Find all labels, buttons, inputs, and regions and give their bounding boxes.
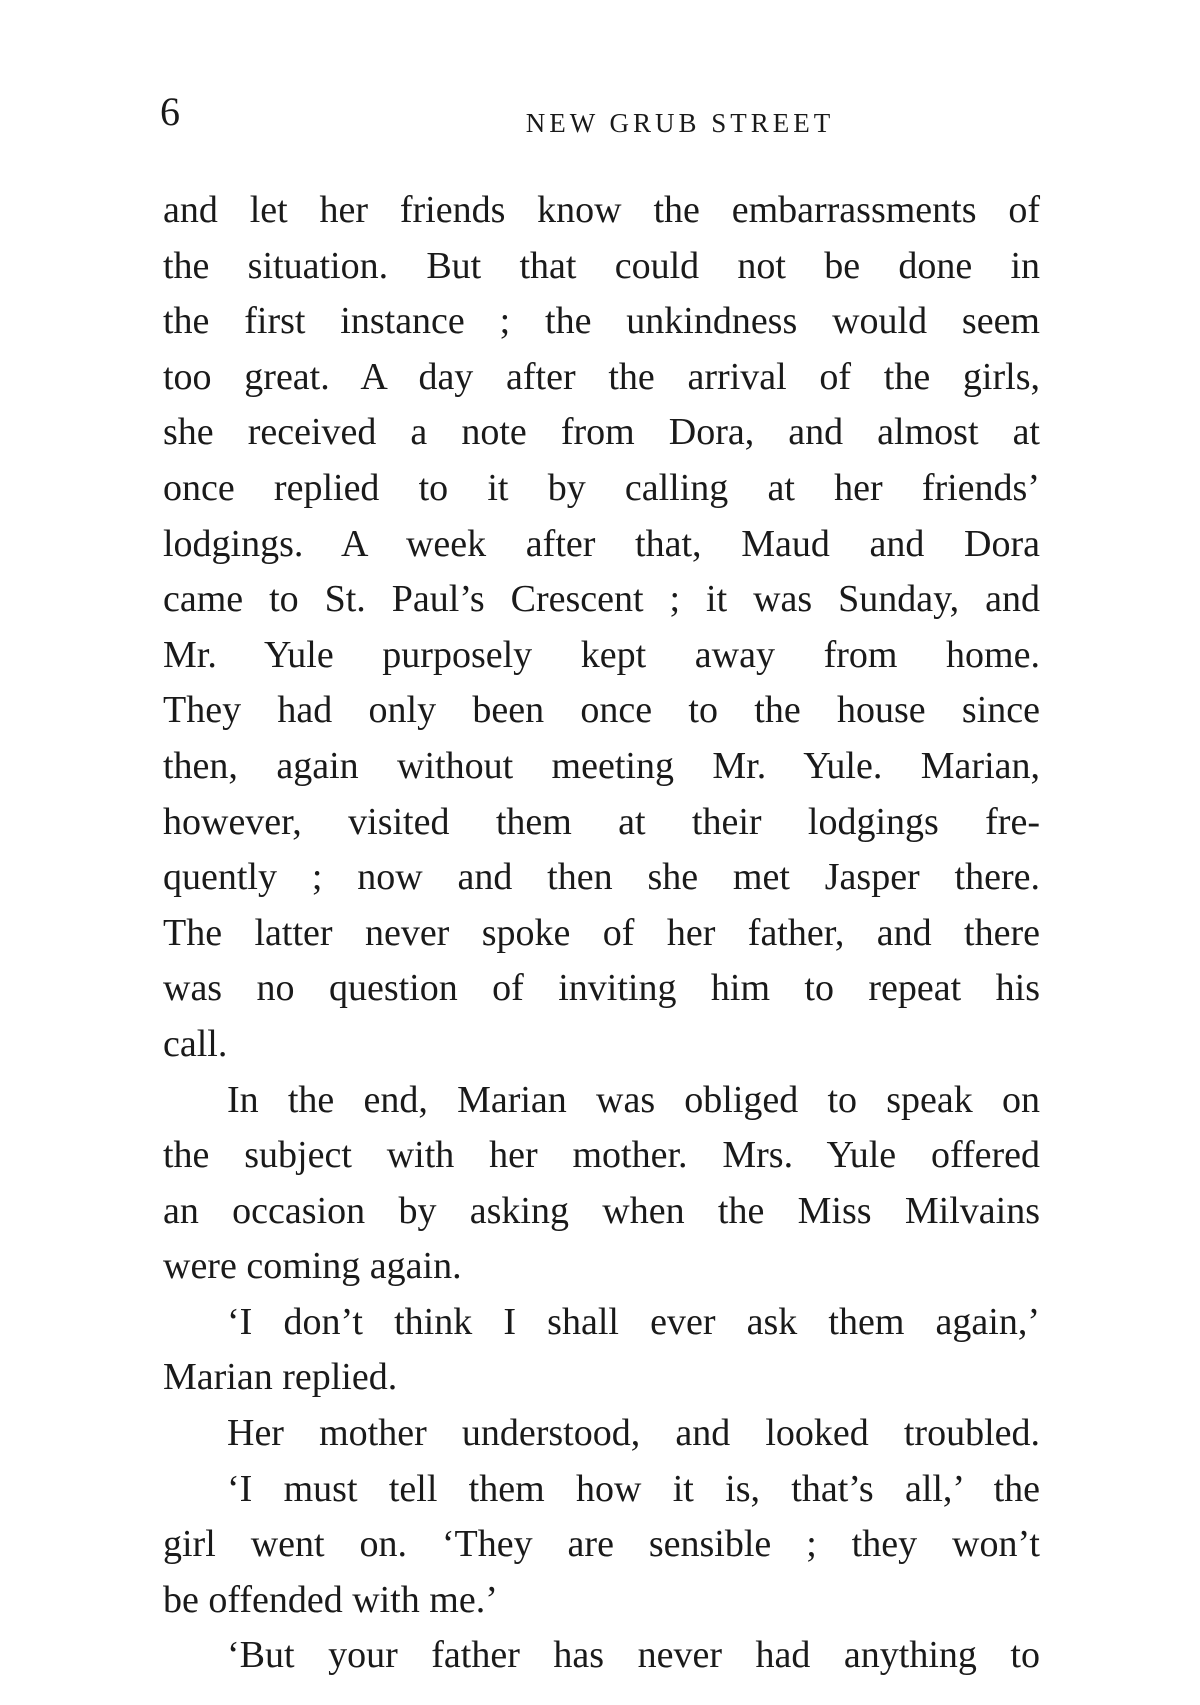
text-line: ‘I must tell them how it is, that’s all,’ the [227, 1467, 1040, 1510]
page-number: 6 [160, 89, 180, 134]
text-line: ‘I don’t think I shall ever ask them again,’ [227, 1300, 1040, 1343]
text-line: call. [163, 1022, 228, 1065]
text-line: Mr. Yule purposely kept away from home. [163, 633, 1040, 676]
body-text [163, 183, 1040, 1684]
text-line: girl went on. ‘They are sensible ; they won’t [163, 1523, 1040, 1566]
text-line: the first instance ; the unkindness would seem [163, 300, 1040, 343]
text-line: too great. A day after the arrival of the girls, [163, 355, 1040, 398]
text-line: came to St. Paul’s Crescent ; it was Sunday, and [163, 578, 1040, 621]
text-line: and let her friends know the embarrassments of [163, 189, 1040, 231]
text-line: be offended with me.’ [163, 1578, 498, 1621]
text-line: The latter never spoke of her father, and there [163, 911, 1040, 954]
text-line: lodgings. A week after that, Maud and Dora [163, 522, 1040, 565]
text-line: once replied to it by calling at her friends’ [163, 466, 1040, 509]
text-line: the subject with her mother. Mrs. Yule offered [163, 1134, 1040, 1177]
text-line: quently ; now and then she met Jasper there. [163, 856, 1040, 899]
text-line: Her mother understood, and looked troubled. [227, 1412, 1040, 1455]
text-line: Marian replied. [163, 1356, 398, 1399]
text-line: ‘But your father has never had anything to [227, 1634, 1040, 1677]
text-line: an occasion by asking when the Miss Milvains [163, 1189, 1040, 1232]
text-line: however, visited them at their lodgings fre- [163, 800, 1040, 843]
text-line: was no question of inviting him to repeat his [163, 967, 1040, 1010]
text-line: then, again without meeting Mr. Yule. Marian, [163, 744, 1040, 787]
text-line: They had only been once to the house since [163, 689, 1040, 732]
text-line: the situation. But that could not be done in [163, 244, 1040, 287]
text-line: she received a note from Dora, and almost at [163, 411, 1040, 454]
running-head: NEW GRUB STREET [525, 108, 835, 138]
text-line: In the end, Marian was obliged to speak on [227, 1078, 1040, 1121]
text-line: were coming again. [163, 1245, 462, 1288]
